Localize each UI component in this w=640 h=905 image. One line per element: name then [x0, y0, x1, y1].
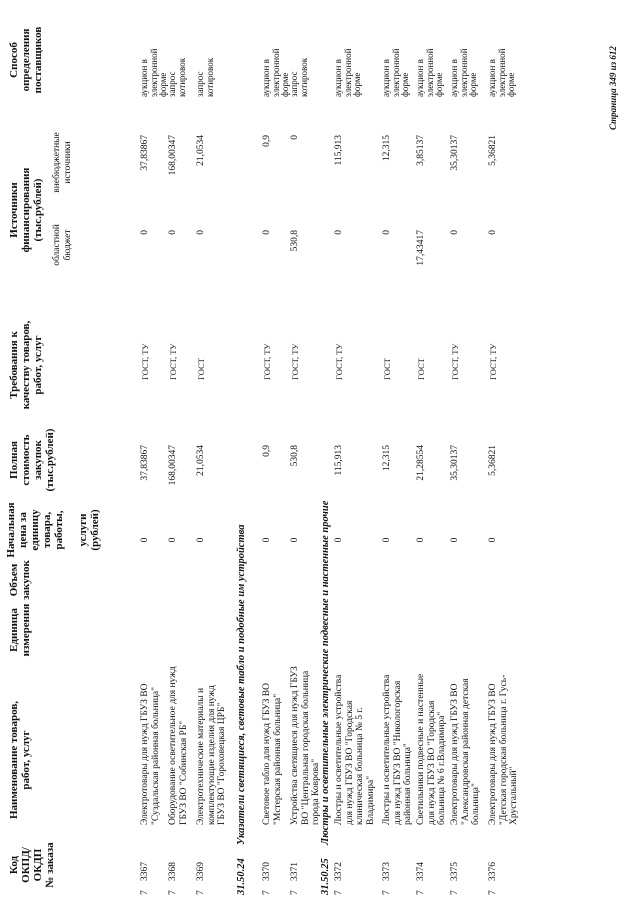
- header-regional-budget: областной бюджет: [52, 224, 73, 266]
- row-quality: ГОСТ, ТУ: [262, 343, 272, 380]
- row-name: Электротовары для нужд ГБУЗ ВО "Детская городская больница г. Гусь- Хрустальный": [488, 674, 519, 825]
- row-prefix: 7: [196, 890, 206, 895]
- row-regional-budget: 17,43417: [416, 230, 426, 266]
- row-order-number: 3376: [488, 862, 498, 881]
- row-order-number: 3372: [334, 862, 344, 881]
- row-order-number: 3375: [450, 862, 460, 881]
- row-method: аукцион в электронной форме: [261, 48, 290, 97]
- row-full-cost: 5,36821: [488, 445, 498, 476]
- row-full-cost: 12,315: [382, 445, 392, 472]
- header-extrabudget-sources: внебюджетные источники: [52, 132, 73, 193]
- row-unit-price: 0: [290, 537, 300, 543]
- row-extrabudget: 168,00347: [168, 135, 178, 176]
- row-extrabudget: 0: [290, 135, 300, 140]
- row-order-number: 3369: [196, 862, 206, 881]
- row-full-cost: 168,00347: [168, 445, 178, 486]
- row-name: Люстры и осветительные устройства для нужд ГБУЗ ВО "Никологорская районная больница": [382, 674, 413, 825]
- header-unit: Единица измерения: [8, 603, 32, 657]
- header-name: Наименование товаров, работ, услуг: [8, 700, 32, 820]
- row-unit-price: 0: [140, 537, 150, 543]
- row-full-cost: 115,913: [334, 445, 344, 476]
- row-order-number: 3371: [290, 862, 300, 881]
- row-prefix: 7: [450, 890, 460, 895]
- row-quality: ГОСТ, ТУ: [488, 343, 498, 380]
- row-method: аукцион в электронной форме: [449, 48, 478, 97]
- row-extrabudget: 3,85137: [416, 135, 426, 166]
- row-prefix: 7: [416, 890, 426, 895]
- row-order-number: 3373: [382, 862, 392, 881]
- row-name: Электротовары для нужд ГБУЗ ВО "Александровская районная детская больница": [450, 678, 481, 825]
- row-prefix: 7: [140, 890, 150, 895]
- row-extrabudget: 0,9: [262, 135, 272, 147]
- section-code: 31.50.24: [236, 858, 247, 895]
- row-order-number: 3367: [140, 862, 150, 881]
- section-title: Люстры и осветительные электрические подвесные и настенные прочие: [320, 500, 331, 845]
- row-unit-price: 0: [334, 537, 344, 543]
- row-regional-budget: 0: [196, 230, 206, 235]
- row-method: аукцион в электронной форме: [333, 48, 362, 97]
- header-full-cost: Полная стоимость закупок (тыс.рублей): [8, 428, 56, 492]
- row-unit-price: 0: [488, 537, 498, 543]
- header-volume: Объем закупок: [8, 560, 32, 600]
- row-method: аукцион в электронной форме: [487, 48, 516, 97]
- row-regional-budget: 0: [382, 230, 392, 235]
- row-order-number: 3374: [416, 862, 426, 881]
- row-regional-budget: 0: [140, 230, 150, 235]
- row-full-cost: 21,28554: [416, 445, 426, 481]
- row-regional-budget: 0: [262, 230, 272, 235]
- row-name: Люстры и осветительные устройства для нужд ГБУЗ ВО "Городская клиническая больница № 5 г. Владимира": [334, 674, 376, 825]
- row-method: аукцион в электронной форме: [415, 48, 444, 97]
- row-name: Устройства светящиеся для нужд ГБУЗ ВО "Центральная городская больница города Коврова": [290, 666, 321, 825]
- row-quality: ГОСТ: [382, 358, 392, 380]
- row-regional-budget: 0: [168, 230, 178, 235]
- row-name: Электротехнические материалы и комплектующие изделия для нужд ГБУЗ ВО "Гороховецкая ЦРБ": [196, 685, 227, 825]
- row-prefix: 7: [262, 890, 272, 895]
- row-quality: ГОСТ, ТУ: [290, 343, 300, 380]
- row-regional-budget: 0: [334, 230, 344, 235]
- row-unit-price: 0: [196, 537, 206, 543]
- row-method: запрос котировок: [195, 57, 215, 97]
- row-full-cost: 35,30137: [450, 445, 460, 481]
- row-name: Световое табло для нужд ГБУЗ ВО "Мстерская районная больница": [262, 683, 283, 825]
- row-extrabudget: 5,36821: [488, 135, 498, 166]
- row-name: Оборудование осветительное для нужд ГБУЗ ВО "Собинская РБ": [168, 666, 189, 825]
- row-prefix: 7: [382, 890, 392, 895]
- row-order-number: 3368: [168, 862, 178, 881]
- row-unit-price: 0: [416, 537, 426, 543]
- row-regional-budget: 0: [488, 230, 498, 235]
- row-extrabudget: 12,315: [382, 135, 392, 162]
- row-full-cost: 37,83867: [140, 445, 150, 481]
- page-footer: Страница 349 из 612: [608, 46, 618, 130]
- row-prefix: 7: [488, 890, 498, 895]
- header-quality-requirements: Требования к качеству товаров, работ, услуг: [8, 320, 44, 410]
- header-supplier-method: Способ определения поставщиков: [8, 26, 44, 94]
- section-code: 31.50.25: [320, 858, 331, 895]
- row-unit-price: 0: [262, 537, 272, 543]
- row-regional-budget: 0: [450, 230, 460, 235]
- row-prefix: 7: [290, 890, 300, 895]
- row-extrabudget: 115,913: [334, 135, 344, 166]
- section-title: Указатели светящиеся, световые табло и подобные им устройства: [236, 524, 247, 845]
- row-full-cost: 21,0534: [196, 445, 206, 476]
- row-full-cost: 0,9: [262, 445, 272, 457]
- row-order-number: 3370: [262, 862, 272, 881]
- row-unit-price: 0: [450, 537, 460, 543]
- header-code: Код ОКПД/ ОКДП № заказа: [8, 842, 56, 888]
- row-quality: ГОСТ: [196, 358, 206, 380]
- row-name: Электротовары для нужд ГБУЗ ВО "Суздальская районная больница": [140, 683, 161, 825]
- row-method: аукцион в электронной форме: [381, 48, 410, 97]
- row-quality: ГОСТ, ТУ: [334, 343, 344, 380]
- row-method: запрос котировок: [167, 57, 187, 97]
- row-regional-budget: 530,8: [290, 230, 300, 252]
- row-unit-price: 0: [168, 537, 178, 543]
- header-unit-price: Начальная цена за единицу товара, работы, услуги (рублей): [5, 502, 101, 558]
- row-method: аукцион в электронной форме: [139, 48, 168, 97]
- row-prefix: 7: [168, 890, 178, 895]
- row-extrabudget: 35,30137: [450, 135, 460, 171]
- row-prefix: 7: [334, 890, 344, 895]
- row-quality: ГОСТ: [416, 358, 426, 380]
- row-quality: ГОСТ, ТУ: [168, 343, 178, 380]
- row-quality: ГОСТ, ТУ: [450, 343, 460, 380]
- row-method: запрос котировок: [289, 57, 309, 97]
- row-full-cost: 530,8: [290, 445, 300, 467]
- header-financing-sources: Источники финансирования (тыс.рублей): [8, 167, 44, 253]
- row-quality: ГОСТ, ТУ: [140, 343, 150, 380]
- row-extrabudget: 21,0534: [196, 135, 206, 166]
- row-unit-price: 0: [382, 537, 392, 543]
- row-extrabudget: 37,83867: [140, 135, 150, 171]
- row-name: Светильники подвесные и настенные для нужд ГБУЗ ВО "Городская больница № 6 г.Владимира": [416, 673, 447, 825]
